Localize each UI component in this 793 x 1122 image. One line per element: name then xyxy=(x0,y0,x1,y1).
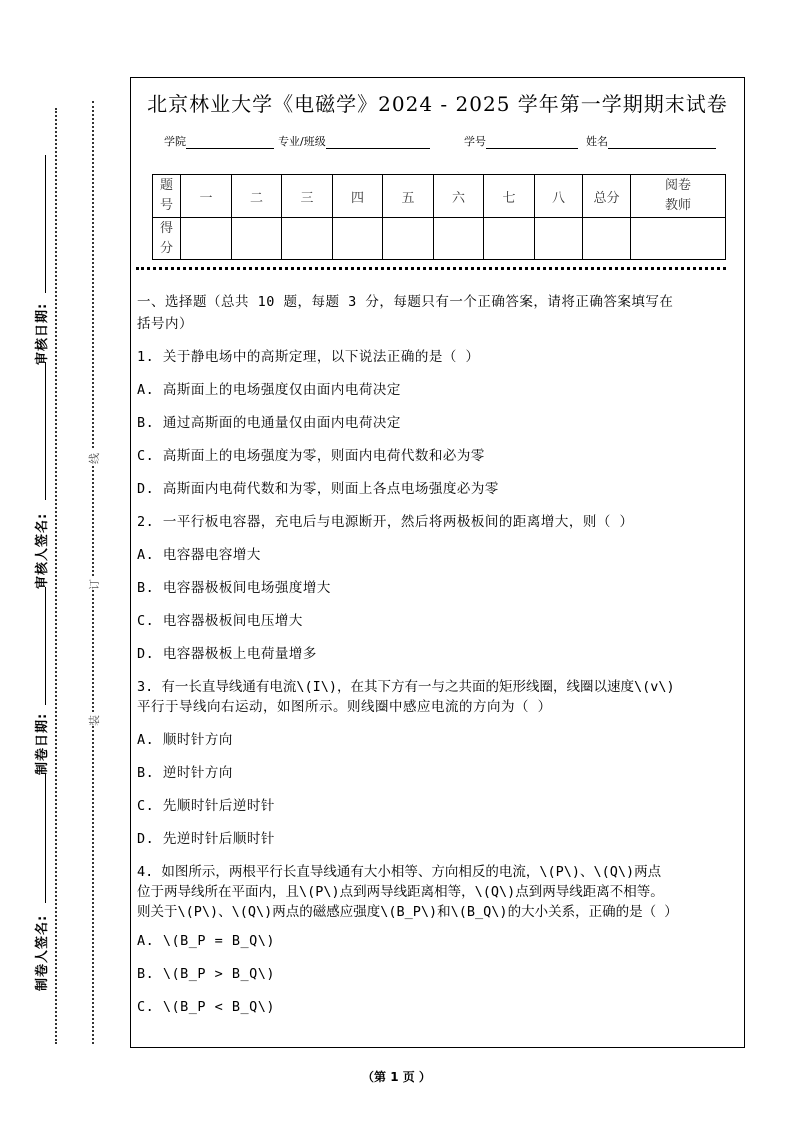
question-2-option-c: C. 电容器极板间电压增大 xyxy=(137,613,303,629)
section-heading-line1: 一、选择题（总共 10 题，每题 3 分，每题只有一个正确答案，请将正确答案填写在 xyxy=(137,294,674,310)
question-4-stem-line1: 4. 如图所示，两根平行长直导线通有大小相等、方向相反的电流，\(P\)、\(Q\)两点 xyxy=(137,864,662,880)
student-info-row xyxy=(164,133,724,151)
column-header: 三 xyxy=(282,175,333,218)
score-label-cell: 得 分 xyxy=(153,218,181,260)
question-1-stem: 1. 关于静电场中的高斯定理，以下说法正确的是（ ） xyxy=(137,349,480,365)
question-1-option-b: B. 通过高斯面的电通量仅由面内电荷决定 xyxy=(137,415,401,431)
exam-frame xyxy=(130,77,745,1048)
column-header: 四 xyxy=(333,175,383,218)
student-id-input[interactable] xyxy=(486,136,578,149)
section-heading-line2: 括号内） xyxy=(137,316,193,332)
question-2-stem: 2. 一平行板电容器，充电后与电源断开，然后将两极板间的距离增大，则（ ） xyxy=(137,514,634,530)
question-4-option-b: B. \(B_P > B_Q\) xyxy=(137,966,276,982)
score-cell[interactable] xyxy=(383,218,434,260)
cut-mark-line: 线 xyxy=(84,450,102,464)
name-label: 姓名 xyxy=(586,135,608,148)
score-cell[interactable] xyxy=(535,218,583,260)
preparer-signature-line xyxy=(45,773,46,903)
margin-dotted-line-inner xyxy=(92,101,94,1044)
question-4-option-a: A. \(B_P = B_Q\) xyxy=(137,933,276,949)
column-header: 七 xyxy=(484,175,535,218)
question-1-option-a: A. 高斯面上的电场强度仅由面内电荷决定 xyxy=(137,382,401,398)
score-cell[interactable] xyxy=(484,218,535,260)
major-class-field xyxy=(278,133,430,149)
grader-header-cell: 阅卷 教师 xyxy=(631,175,726,218)
question-2-option-b: B. 电容器极板间电场强度增大 xyxy=(137,580,331,596)
student-id-field xyxy=(464,133,578,149)
major-class-label: 专业/班级 xyxy=(278,135,326,148)
exam-title: 北京林业大学《电磁学》2024 - 2025 学年第一学期期末试卷 xyxy=(147,92,728,116)
question-4-option-c: C. \(B_P < B_Q\) xyxy=(137,999,276,1015)
grader-cell[interactable] xyxy=(631,218,726,260)
college-field xyxy=(164,133,274,149)
cut-mark-fold: 装 xyxy=(84,712,102,726)
question-3-stem-line1: 3. 有一长直导线通有电流\(I\)，在其下方有一与之共面的矩形线圈，线圈以速度\(v\) xyxy=(137,679,675,695)
college-input[interactable] xyxy=(186,136,274,149)
review-date-line xyxy=(45,155,46,293)
question-number-label-cell: 题 号 xyxy=(153,175,181,218)
score-table-score-row xyxy=(153,218,726,260)
reviewer-signature-line-top xyxy=(45,362,46,500)
question-4-stem-line2: 位于两导线所在平面内，且\(P\)点到两导线距离相等，\(Q\)点到两导线距离不相等。 xyxy=(137,884,664,900)
total-score-cell[interactable] xyxy=(583,218,631,260)
question-3-option-a: A. 顺时针方向 xyxy=(137,732,233,748)
score-cell[interactable] xyxy=(434,218,484,260)
student-id-label: 学号 xyxy=(464,135,486,148)
score-table-header-row xyxy=(153,175,726,218)
score-cell[interactable] xyxy=(232,218,282,260)
question-2-option-a: A. 电容器电容增大 xyxy=(137,547,261,563)
column-header: 总分 xyxy=(583,175,631,218)
name-input[interactable] xyxy=(608,136,716,149)
preparer-signature-label: 制卷人签名: xyxy=(35,914,50,991)
name-field xyxy=(586,133,716,149)
column-header: 二 xyxy=(232,175,282,218)
page-number: （第 1 页 ） xyxy=(362,1070,431,1084)
question-3-option-c: C. 先顺时针后逆时针 xyxy=(137,798,275,814)
question-2-option-d: D. 电容器极板上电荷量增多 xyxy=(137,646,317,662)
score-cell[interactable] xyxy=(181,218,232,260)
question-3-stem-line2: 平行于导线向右运动，如图所示。则线圈中感应电流的方向为（ ） xyxy=(137,699,552,715)
major-class-input[interactable] xyxy=(326,136,430,149)
binding-margin xyxy=(0,0,125,1122)
score-table xyxy=(152,174,726,260)
prepare-date-label: 制卷日期: xyxy=(35,712,50,775)
score-cell[interactable] xyxy=(333,218,383,260)
reviewer-signature-label: 审核人签名: xyxy=(35,512,50,589)
reviewer-signature-line-bottom xyxy=(45,587,46,705)
cut-mark-bind: 订 xyxy=(84,576,102,590)
question-3-option-b: B. 逆时针方向 xyxy=(137,765,233,781)
column-header: 八 xyxy=(535,175,583,218)
score-cell[interactable] xyxy=(282,218,333,260)
column-header: 五 xyxy=(383,175,434,218)
question-3-option-d: D. 先逆时针后顺时针 xyxy=(137,831,275,847)
question-4-stem-line3: 则关于\(P\)、\(Q\)两点的磁感应强度\(B_P\)和\(B_Q\)的大小关系，正确的是（ ） xyxy=(137,904,678,920)
question-1-option-d: D. 高斯面内电荷代数和为零，则面上各点电场强度必为零 xyxy=(137,481,499,497)
dotted-separator xyxy=(136,267,726,270)
margin-dotted-line-outer xyxy=(55,108,57,1044)
question-1-option-c: C. 高斯面上的电场强度为零，则面内电荷代数和必为零 xyxy=(137,448,485,464)
review-date-label: 审核日期: xyxy=(35,302,50,365)
college-label: 学院 xyxy=(164,135,186,148)
column-header: 六 xyxy=(434,175,484,218)
column-header: 一 xyxy=(181,175,232,218)
